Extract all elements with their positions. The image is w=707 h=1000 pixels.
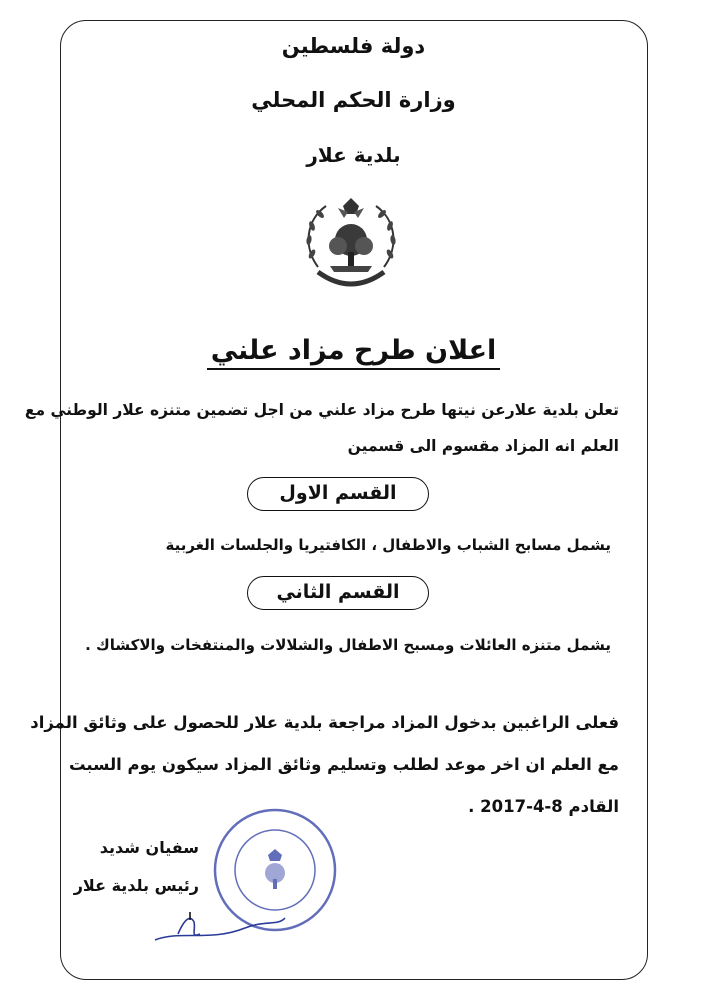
handwritten-signature	[150, 890, 290, 950]
municipality-emblem	[298, 192, 404, 302]
notice-line: مع العلم ان اخر موعد لطلب وتسليم وثائق المزاد سيكون يوم السبت	[68, 755, 619, 774]
notice-line: فعلى الراغبين بدخول المزاد مراجعة بلدية علار للحصول على وثائق المزاد	[30, 713, 619, 732]
section-two-label: القسم الثاني	[247, 576, 429, 610]
intro-line: العلم انه المزاد مقسوم الى قسمين	[347, 437, 619, 455]
intro-paragraph	[24, 392, 619, 464]
announcement-title: اعلان طرح مزاد علني	[0, 335, 707, 366]
section-two-description: يشمل متنزه العائلات ومسبح الاطفال والشلالات والمنتفخات والاكشاك .	[85, 636, 611, 654]
signatory-name: سفيان شديد	[99, 838, 199, 857]
signatory-title: رئيس بلدية علار	[73, 876, 199, 895]
notice-paragraph	[30, 702, 619, 828]
section-one-description: يشمل مسابح الشباب والاطفال ، الكافتيريا والجلسات الغربية	[165, 536, 611, 554]
state-name: دولة فلسطين	[281, 34, 426, 58]
municipality-name: بلدية علار	[306, 143, 401, 167]
ministry-name: وزارة الحكم المحلي	[251, 88, 456, 112]
intro-line: تعلن بلدية علارعن نيتها طرح مزاد علني من اجل تضمين متنزه علار الوطني مع	[24, 401, 619, 419]
section-one-label: القسم الاول	[247, 477, 429, 511]
notice-line: القادم 8-4-2017 .	[468, 797, 619, 816]
